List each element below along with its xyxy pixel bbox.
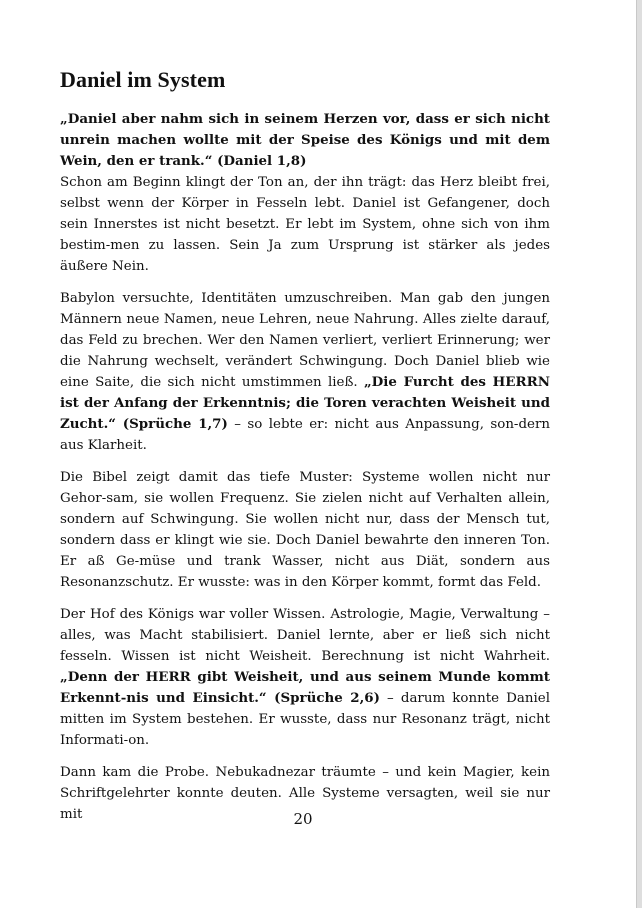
paragraph-4-text-before: Der Hof des Königs war voller Wissen. Astrologie, Magie, Verwaltung – alles, was Macht stabilisiert. Daniel lernte, aber er ließ sich nicht fesseln. Wissen ist nicht Weisheit. Berechnung ist nicht Wahrheit. xyxy=(60,607,550,664)
paragraph-5: Dann kam die Probe. Nebukadnezar träumte – und kein Magier, kein Schriftgelehrter konnte deuten. Alle Systeme versagten, weil sie nur mit xyxy=(60,765,550,822)
paragraph-1-text: Schon am Beginn klingt der Ton an, der ihn trägt: das Herz bleibt frei, selbst wenn der Körper in Fesseln lebt. Daniel ist Gefangener, doch sein Innerstes ist nicht besetzt. Er lebt im System, ohne sich von ihm bestim-men zu lassen. Sein Ja zum Ursprung ist stärker als jedes äußere Nein. xyxy=(60,175,550,274)
page-edge xyxy=(636,0,642,908)
paragraph-2-text-after: – so lebte er: nicht aus Anpassung, son-dern aus Klarheit. xyxy=(60,417,550,453)
paragraph-4-text-after: – darum konnte Daniel mitten im System bestehen. Er wusste, dass nur Resonanz trägt, nicht Informati-on. xyxy=(60,691,550,748)
paragraph-2 xyxy=(60,288,550,456)
bible-quote-daniel: „Daniel aber nahm sich in seinem Herzen vor, dass er sich nicht unrein machen wollte mit der Speise des Königs und mit dem Wein, den er trank.“ (Daniel 1,8) xyxy=(60,111,550,169)
paragraph-4 xyxy=(60,604,550,751)
paragraph-2-text-before: Babylon versuchte, Identitäten umzuschreiben. Man gab den jungen Männern neue Namen, neue Lehren, neue Nahrung. Alles zielte darauf, das Feld zu brechen. Wer den Namen verliert, verliert Erinnerung; wer die Nahrung wechselt, verändert Schwingung. Doch Daniel blieb wie eine Saite, die sich nicht umstimmen ließ. xyxy=(60,291,550,390)
bible-quote-sprueche-2-6: „Denn der HERR gibt Weisheit, und aus seinem Munde kommt Erkennt-nis und Einsicht.“ (Sprüche 2,6) xyxy=(60,669,550,706)
paragraph-1 xyxy=(60,109,550,277)
paragraph-3: Die Bibel zeigt damit das tiefe Muster: Systeme wollen nicht nur Gehor-sam, sie wollen Frequenz. Sie zielen nicht auf Verhalten allein, sondern auf Schwingung. Sie wollen nicht nur, dass der Mensch tut, sondern dass er klingt wie sie. Doch Daniel bewahrte den inneren Ton. Er aß Ge-müse und trank Wasser, nicht aus Diät, sondern aus Resonanzschutz. Er wusste: was in den Körper kommt, formt das Feld. xyxy=(60,470,550,590)
chapter-title: Daniel im System xyxy=(60,67,226,92)
bible-quote-sprueche-1-7: „Die Furcht des HERRN ist der Anfang der Erkenntnis; die Toren verachten Weisheit und Zucht.“ (Sprüche 1,7) xyxy=(60,374,551,432)
page-content xyxy=(60,60,550,836)
page-number: 20 xyxy=(293,810,313,828)
